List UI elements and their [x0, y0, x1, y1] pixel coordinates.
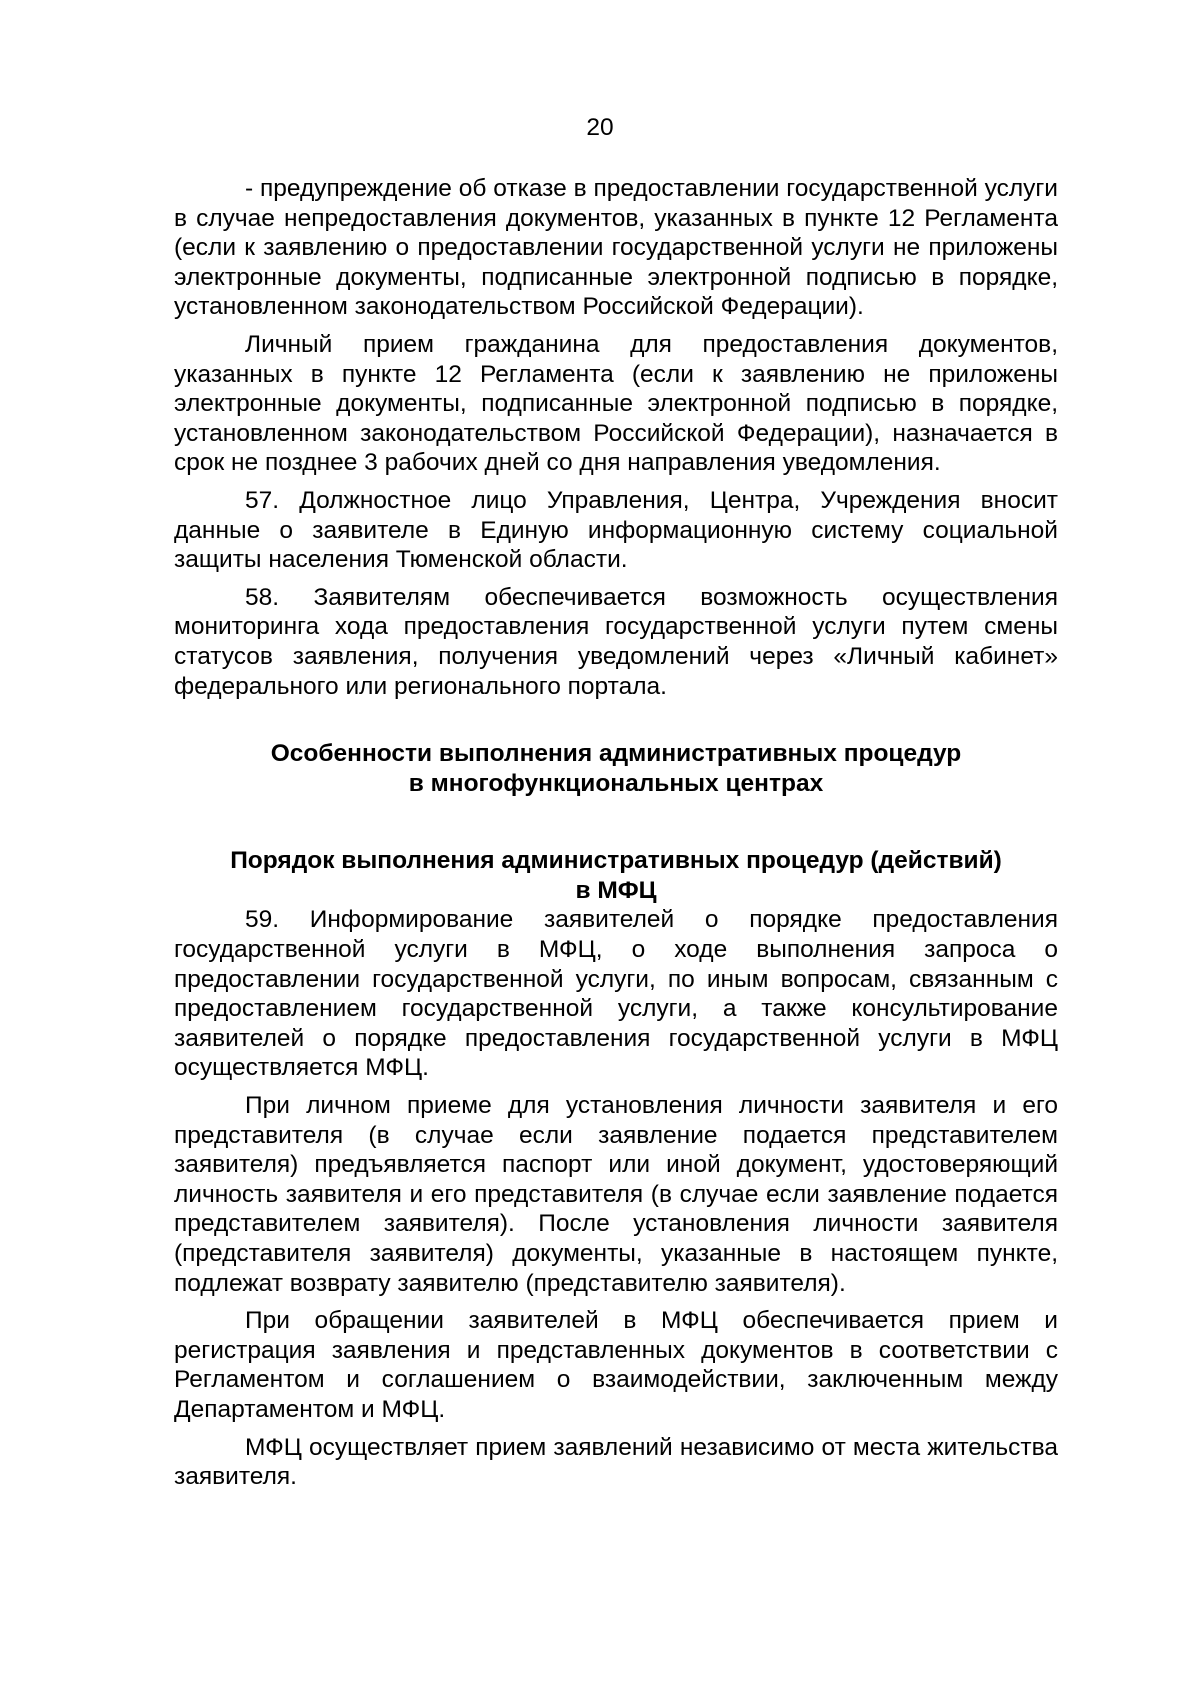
page-number: 20 [586, 114, 614, 141]
paragraph-registration: При обращении заявителей в МФЦ обеспечивается прием и регистрация заявления и представленных документов в соответствии с Регламентом и соглашением о взаимодействии, заключенным между Департаментом и МФЦ. [174, 1307, 1058, 1423]
paragraph-59: 59. Информирование заявителей о порядке предоставления государственной услуги в МФЦ, о ходе выполнения запроса о предоставлении государственной услуги, по иным вопросам, связанным с предоставлением государственной услуги, а также консультирование заявителей о порядке предоставления государственной услуги в МФЦ осуществляется МФЦ. [174, 906, 1058, 1082]
paragraph-identity-check: При личном приеме для установления личности заявителя и его представителя (в случае если заявление подается представителем заявителя) предъявляется паспорт или иной документ, удостоверяющий личность заявителя и его представителя (в случае если заявление подается представителем заявителя). После установления личности заявителя (представителя заявителя) документы, указанные в настоящем пункте, подлежат возврату заявителю (представителю заявителя). [174, 1092, 1058, 1297]
paragraph-58: 58. Заявителям обеспечивается возможность осуществления мониторинга хода предоставления государственной услуги путем смены статусов заявления, получения уведомлений через «Личный кабинет» федерального или регионального портала. [174, 583, 1058, 700]
document-body [174, 174, 1058, 1500]
paragraph-refusal-warning: - предупреждение об отказе в предоставлении государственной услуги в случае непредоставления документов, указанных в пункте 12 Регламента (если к заявлению о предоставлении государственной услуги не приложены электронные документы, подписанные электронной подписью в порядке, установленном законодательством Российской Федерации). [174, 175, 1058, 321]
subsection-heading-line: в МФЦ [575, 876, 657, 904]
paragraph-residence-independence: МФЦ осуществляет прием заявлений независимо от места жительства заявителя. [174, 1433, 1058, 1491]
paragraph-personal-reception: Личный прием гражданина для предоставления документов, указанных в пункте 12 Регламента (если к заявлению не приложены электронные документы, подписанные электронной подписью в порядке, установленном законодательством Российской Федерации), назначается в срок не позднее 3 рабочих дней со дня направления уведомления. [174, 330, 1058, 477]
section-heading-line: в многофункциональных центрах [408, 769, 824, 797]
paragraph-57: 57. Должностное лицо Управления, Центра, Учреждения вносит данные о заявителе в Единую информационную систему социальной защиты населения Тюменской области. [174, 486, 1058, 574]
section-heading-mfc-features [174, 739, 1058, 798]
section-heading-line: Особенности выполнения административных процедур [270, 740, 962, 768]
subsection-heading-line: Порядок выполнения административных процедур (действий) [230, 847, 1002, 875]
subsection-heading-mfc-procedures [174, 846, 1058, 905]
